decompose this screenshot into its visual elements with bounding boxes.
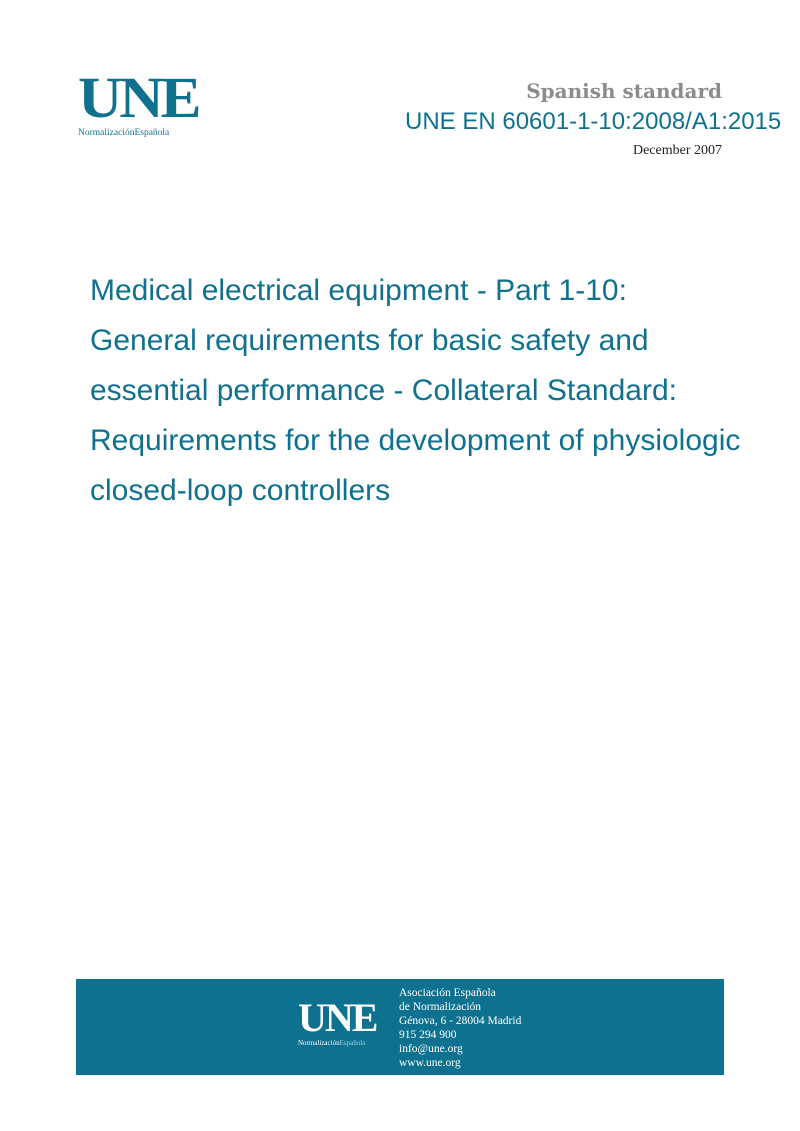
title-line: General requirements for basic safety and bbox=[90, 324, 649, 357]
publication-date: December 2007 bbox=[632, 143, 722, 158]
une-logo bbox=[78, 65, 218, 142]
footer-logo-mark: UNE bbox=[298, 995, 377, 1040]
footer-logo-subtitle-b: Española bbox=[339, 1039, 366, 1047]
organization-name-line-1: Asociación Española bbox=[399, 987, 496, 999]
phone-number: 915 294 900 bbox=[399, 1029, 457, 1041]
document-title bbox=[90, 266, 795, 516]
logo-subtitle-a: Normalización bbox=[78, 128, 135, 138]
footer-logo bbox=[298, 995, 388, 1059]
website-address: www.une.org bbox=[399, 1057, 461, 1069]
organization-name-line-2: de Normalización bbox=[399, 1001, 482, 1013]
footer-logo-subtitle-a: Normalización bbox=[298, 1039, 340, 1047]
logo-mark: UNE bbox=[78, 65, 199, 130]
street-address: Génova, 6 - 28004 Madrid bbox=[399, 1015, 522, 1027]
footer-band bbox=[76, 979, 724, 1075]
document-kind: Spanish standard bbox=[526, 79, 722, 103]
title-line: Medical electrical equipment - Part 1-10: bbox=[90, 274, 627, 307]
footer-address bbox=[399, 986, 521, 1070]
title-line: Requirements for the development of physiologic bbox=[90, 424, 741, 457]
footer-logo-subtitle bbox=[298, 1039, 388, 1047]
logo-subtitle-b: Española bbox=[134, 128, 170, 138]
email-address: info@une.org bbox=[399, 1043, 463, 1055]
standard-code: UNE EN 60601-1-10:2008/A1:2015 bbox=[405, 108, 782, 135]
title-line: closed-loop controllers bbox=[90, 474, 391, 507]
title-line: essential performance - Collateral Standard: bbox=[90, 374, 677, 407]
